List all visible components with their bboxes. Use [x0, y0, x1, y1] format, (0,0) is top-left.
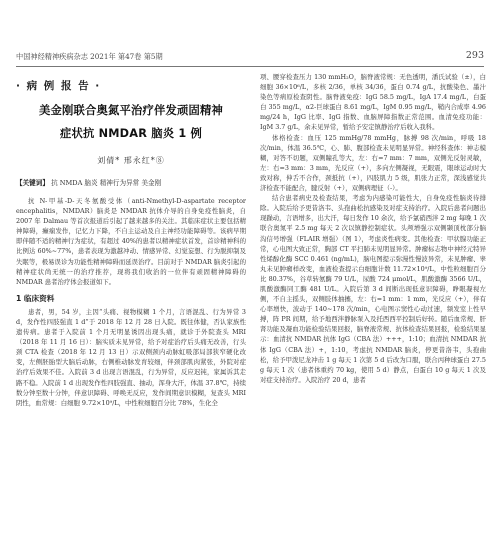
title-line-1: 美金刚联合奥氮平治疗伴发顽固精神	[39, 104, 223, 117]
keywords-label: 【关键词】	[16, 179, 49, 187]
keywords	[16, 178, 246, 188]
case-paragraph-right-2: 体格检查：血压 125 mmHg/78 mmHg，脉搏 98 次/min，呼吸 18 次/min，体温 36.5℃，心、肺、腹部检查未见明显异常。神经科查体：神志模糊，对答不切题，双侧瞳孔等大，左：右=7 mm：7 mm，双侧光反射灵敏，左：右=3 mm：3 mm，光反应（+），多向左侧凝视，无眼震，眼球运动时大致对称，伸舌不合作，颈抵抗（+），四肢肌力 5 级，肌张力正常，深浅感觉共济检查不能配合，腱反射（+），双侧病理征（-）。	[260, 133, 486, 193]
header-rule	[16, 66, 484, 67]
section-tag: · 病 例 报 告 ·	[16, 80, 101, 92]
article-title	[16, 102, 246, 141]
keywords-text: 抗 NMDA 脑炎 精神行为异常 美金刚	[51, 179, 162, 187]
right-column	[260, 72, 486, 385]
running-header	[16, 50, 484, 64]
case-paragraph-right-3: 结合患者病史及检查结果，考虑为内感染可能性大，自身免疫性脑炎待排除。入院后给予更昔洛韦、头孢曲松抗感染及对症支持治疗。入院后患者问题出现躁动，言语增多，出大汗，每日发作 10 余次，给予氯硝西泮 2 mg 每晚 1 次联合奥氮平 2.5 mg 每天 2 次以镇静控制症状。头颅增强示双侧颞顶枕部分脑沟信号增强（FLAIR 增强）（图 1），考虑炎性病变。其他检查：甲状腺功能正常，心电图大致正常，胸部 CT 平扫肺未见明显异常。肿瘤标志物中神经元特异性烯醇化酶 SCC 0.461 (ng/mL)，脑电图提示弥漫性慢波异常，未见肿瘤、睾丸未见肿瘤样改变，血液检查提示白细胞计数 11.72×10⁹/L，中性粒细胞百分比 80.37%，谷草转氨酶 79 U/L，尿酸 724 μmol/L，肌酸激酶 3566 U/L，肌酸激酶同工酶 481 U/L。入院后第 3 d 间断出现低意识障碍，睁眼凝视左侧，不自主摇头，双侧肢体抽搐，左：右=1 mm：1 mm，光反应（+），伴有心率增快，波动于 140~178 次/min，心电图示窦性心动过速，频发室上性早搏，阵 PR 间期，给予地西泮静脉泵入及托西西平控制后好转。随后血常规、肝肾功能及凝血功能检验结果回报，脑脊液常规、抗体检查结果回报，检验结果显示：血清抗 NMDAR 抗体 IgG（CBA 法）+++，1:10；血清抗 NMDAR 抗体 IgG（CBA 法）+，1:10，考虑抗 NMDAR 脑炎，停更昔洛韦，头孢曲松，给予甲泼尼龙冲击 1 g 每天 1 次第 5 d 后改为口服，联合丙种球蛋白 27.5 g 每天 1 次（患者体重约 70 kg，使用 5 d）静点，白蛋白 10 g 每天 1 次及对症支持治疗。入院治疗 20 d，患者	[260, 194, 486, 384]
section-heading: 1 临床资料	[16, 293, 55, 303]
title-line-2: 症状抗 NMDAR 脑炎 1 例	[59, 127, 203, 140]
case-paragraph-left: 患者，男，54 岁，主因“头痛、视物模糊 1 个月，言语混乱、行为异常 3 d，发作性四肢强直 1 d”于 2018 年 12 月 28 日入院。既往体健，否认家族性遗传病。患者于入院前 1 个月无明显诱因出现头痛，就诊于外院查头 MRI（2018 年 11 月 16 日）：脑实质未见异常，给予对症治疗后头痛无改善，行头颈 CTA 检查（2018 年 12 月 13 日）示双侧颈内动脉虹吸部局部狭窄硬化改变，左侧胚胎型大脑后动脉，右侧椎动脉发育较细，伴颈部肌肉紧张，外院对症治疗后效果不佳。入院前 3 d 出现言语混乱，行为异常，反应迟钝，家属诉其走路不稳。入院前 1 d 出现发作性四肢强直、抽动，浑身大汗，体温 37.8℃，持续数分钟至数十分钟，伴意识障碍、呼唤无反应，发作间期意识模糊，复查头 MRI 阴性，血常规：白细胞 9.72×10⁹/L，中性粒细胞百分比 78%，生化全	[16, 307, 246, 407]
author-line: 刘倩* 邢永红*⑧	[97, 156, 165, 165]
left-column	[16, 72, 246, 408]
case-paragraph-right-1: 项、腰穿检查压力 130 mmH₂O，脑脊液常规：无色透明，潘氏试验（±），白细胞 36×10⁶/L，多核 2/36，单核 34/36，蛋白 0.74 g/L，抗酸染色、墨汁染色等病原检查阴性。脑脊液免疫：IgG 58.5 mg/L，IgA 17.4 mg/L，白蛋白 355 mg/L，α2-巨球蛋白 8.61 mg/L，IgM 0.95 mg/L，鞘内合成率 4.96 mg/24 h，IgG 比率、IgG 指数、血脑屏障指数正常范围。血清免疫功能：IgM 3.7 g/L，余未见异常，暂给予安定镇静治疗后收入我科。	[260, 73, 486, 132]
page-number: 293	[465, 50, 484, 61]
intro-paragraph: 抗 N-甲基-D-天冬氨酸受体（anti-Nmethyl-D-aspartate receptor encephalitis，NMDAR）脑炎是 NMDAR 抗体介导的自身免疫性脑炎，自 2007 年 Dalmau 等首次报道后引起了越来越多的关注。其临床症状主要包括精神障碍，癫痫发作，记忆力下降，不自主运动及自主神经功能障碍等。该病早期即伴随不适的精神行为症状，有超过 40%的患者以精神症状首发，首诊精神科的比例达 60%~77%，患者表现为激越冲动、情感异常、幻觉妄想、行为脱抑制及失眠等，极易误诊为功能性精神障碍而延误治疗。目前对于 NMDAR 脑炎引起的精神症状尚无统一的治疗推荐，现将我们收治的一位伴有顽固精神障碍的 NMDAR 患者治疗体会报道如下。	[16, 197, 246, 286]
journal-name: 中国神经精神疾病杂志 2021年 第47卷 第5期	[16, 52, 163, 61]
